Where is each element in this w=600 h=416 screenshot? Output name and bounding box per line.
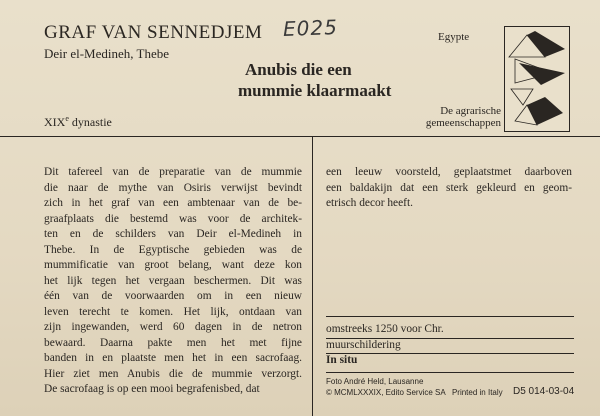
text-line: Hier ziet men Anubis die de mummie verzorgt. xyxy=(44,367,302,380)
dynasty-label xyxy=(44,114,112,130)
text-line: Dit tafereel van de preparatie van de mummie xyxy=(44,166,302,178)
text-line: een leeuw voorsteld, geplaatstmet daarboven xyxy=(326,166,572,178)
tomb-title: GRAF VAN SENNEDJEM xyxy=(44,22,263,43)
text-line: etrisch decor heeft. xyxy=(326,197,413,209)
description-column-1 xyxy=(44,165,302,398)
card-title-line2: mummie klaarmaakt xyxy=(238,81,392,100)
pyramid-logo-icon xyxy=(504,26,570,132)
theme-line2: gemeenschappen xyxy=(425,117,501,129)
dynasty-suffix: e xyxy=(65,114,69,123)
text-line: mummificatie van groot belang, want deze kon xyxy=(44,259,302,271)
text-line: ten en de schilders van Deir el-Medineh in xyxy=(44,228,302,240)
copyright-text: © MCMLXXXIX, Edito Service SA xyxy=(326,388,446,397)
text-line: een baldakijn dat een sterk gekleurd en geom- xyxy=(326,181,572,194)
date-info: omstreeks 1250 voor Chr. xyxy=(326,323,444,335)
location-info: In situ xyxy=(326,354,358,366)
card-id: D5 014-03-04 xyxy=(513,386,575,397)
text-line: het lijk tegen het vergaan beschermen. Dit was xyxy=(44,274,302,287)
photo-credit: Foto André Held, Lausanne xyxy=(326,377,424,386)
text-line: De sacrofaag is op een mooi begrafenisbed, dat xyxy=(44,383,260,395)
text-line: bewaard. Daarna pakte men het met fijne xyxy=(44,336,302,349)
text-line: zijn ingewanden, werd 60 dagen in de netron xyxy=(44,321,302,333)
location-subtitle: Deir el-Medineh, Thebe xyxy=(44,46,170,61)
dynasty-word: dynastie xyxy=(71,115,112,129)
copyright-credit xyxy=(326,388,503,397)
technique-info: muurschildering xyxy=(326,339,401,351)
card-title-line1: Anubis die een xyxy=(245,60,352,79)
description-column-2 xyxy=(326,165,572,212)
text-line: die naar de mythe van Osiris verwijst bevindt xyxy=(44,181,302,194)
info-top-rule xyxy=(326,316,574,317)
dynasty-roman: XIX xyxy=(44,115,66,129)
printed-in: Printed in Italy xyxy=(451,388,503,397)
text-line: banden in en plaatste men het in een sacrofaag. xyxy=(44,352,302,364)
header-divider xyxy=(0,136,600,137)
text-line: graafplaats die bestemd was voor de architek- xyxy=(44,212,302,225)
handwritten-code: E025 xyxy=(282,15,339,41)
text-line: zich in het graf van een ambtenaar van de be- xyxy=(44,197,302,209)
info-bottom-rule xyxy=(326,372,574,373)
column-divider xyxy=(312,137,313,416)
theme-line1: De agrarische xyxy=(440,105,501,117)
text-line: één van de voorwaarden om in een nieuw xyxy=(44,290,302,302)
text-line: Thebe. In de Egyptische gebieden was de xyxy=(44,243,302,256)
text-line: leven terecht te komen. Het lijk, ontdaan van xyxy=(44,305,302,318)
country-label: Egypte xyxy=(438,31,470,43)
info-rule-3 xyxy=(326,353,574,354)
